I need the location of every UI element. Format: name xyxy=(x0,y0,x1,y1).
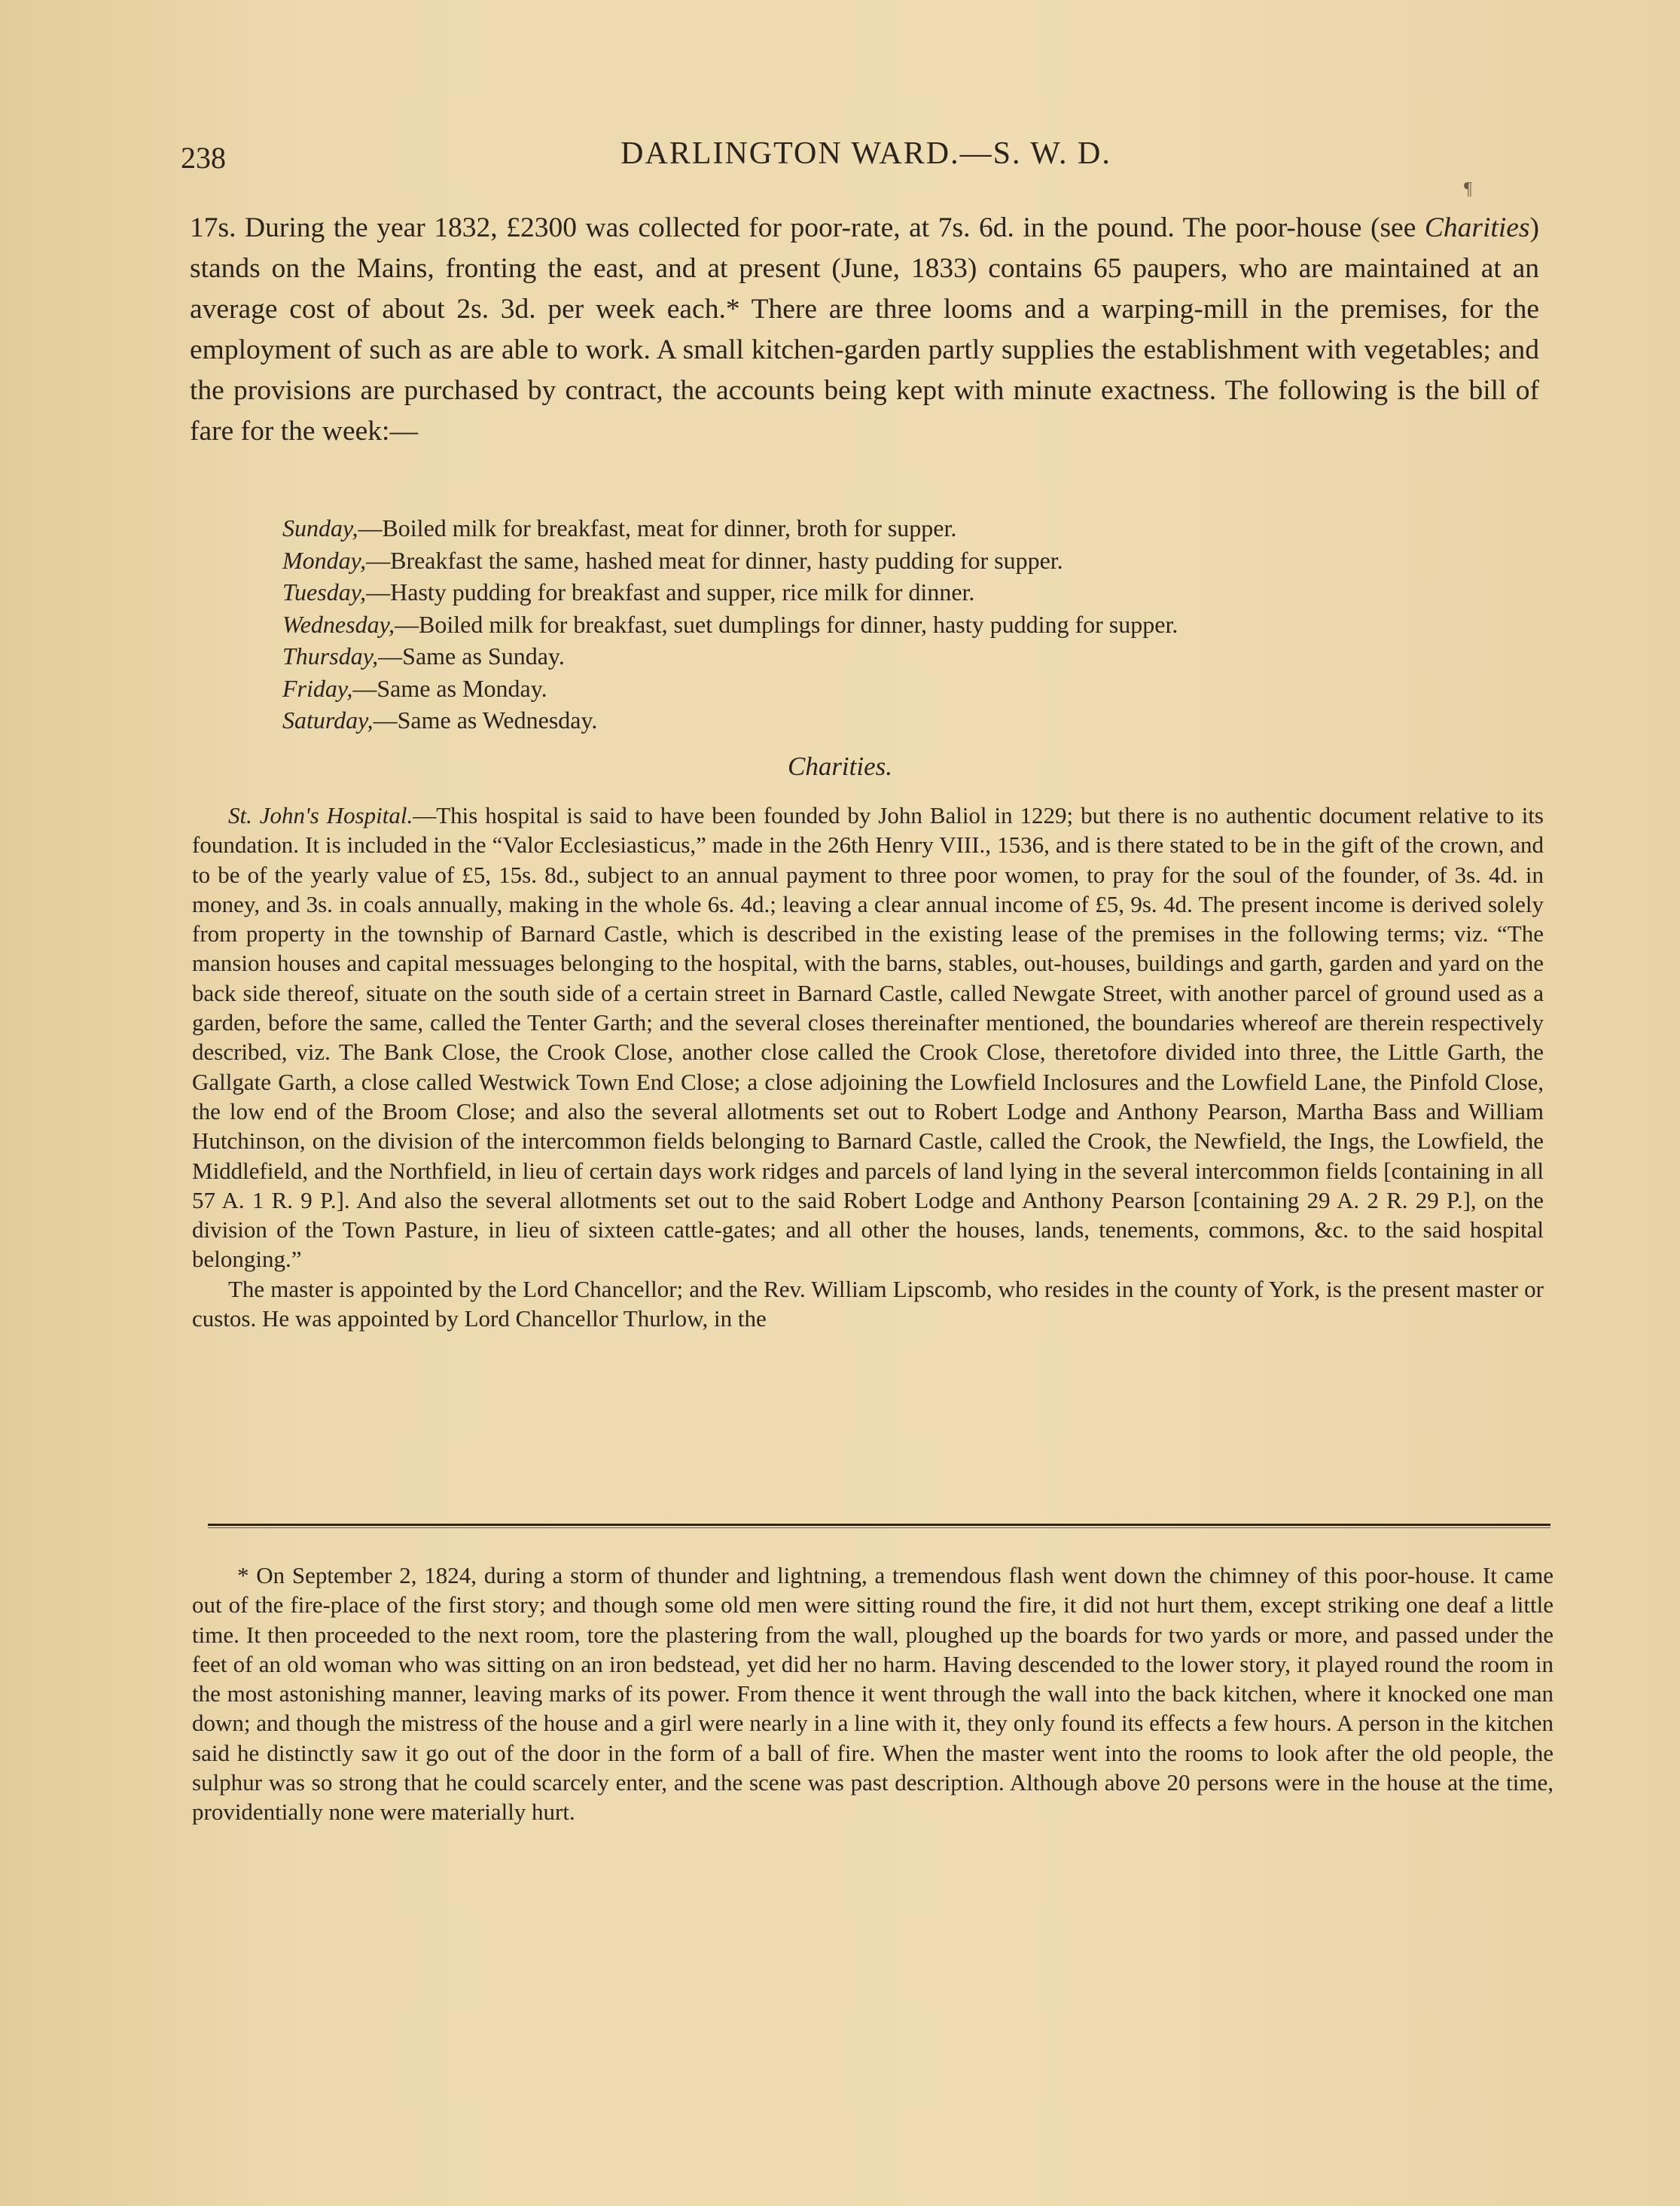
footnote-rule xyxy=(208,1524,1550,1526)
hospital-paragraph: St. John's Hospital.—This hospital is said to have been founded by John Baliol in 1229; but there is no authentic document relative to its foundation. It is included in the “Valor Ecclesiasticus,” made in the 26th Henry VIII., 1536, and is there stated to be in the gift of the crown, and to be of the yearly value of £5, 15s. 8d., subject to an annual payment to three poor women, to pray for the soul of the founder, of 3s. 4d. in money, and 3s. in coals annually, making in the whole 6s. 4d.; leaving a clear annual income of £5, 9s. 4d. The present income is derived solely from property in the township of Barnard Castle, which is described in the existing lease of the premises in the following terms; viz. “The mansion houses and capital messuages belonging to the hospital, with the barns, stables, out-houses, buildings and garth, garden and yard on the back side thereof, situate on the south side of a certain street in Barnard Castle, called Newgate Street, with another parcel of ground used as a garden, before the same, called the Tenter Garth; and the several closes thereinafter mentioned, the boundaries whereof are therein respectively described, viz. The Bank Close, the Crook Close, another close called the Crook Close, theretofore divided into three, the Little Garth, the Gallgate Garth, a close called Westwick Town End Close; a close adjoining the Lowfield Inclosures and the Lowfield Lane, the Pinfold Close, the low end of the Broom Close; and also the several allotments set out to Robert Lodge and Anthony Pearson, Martha Bass and William Hutchinson, on the division of the intercommon fields belonging to Barnard Castle, called the Crook, the Newfield, the Ings, the Lowfield, the Middlefield, and the Northfield, in lieu of certain days work ridges and parcels of land lying in the several intercommon fields [containing in all 57 A. 1 R. 9 P.]. And also the several allotments set out to the said Robert Lodge and Anthony Pearson [containing 29 A. 2 R. 29 P.], on the division of the Town Pasture, in lieu of sixteen cattle-gates; and all other the houses, lands, tenements, commons, &c. to the said hospital belonging.” xyxy=(192,802,1544,1273)
main-paragraph: 17s. During the year 1832, £2300 was collected for poor-rate, at 7s. 6d. in the pound. The poor-house (see Charities) stands on the Mains, fronting the east, and at present (June, 1833) contains 65 paupers, who are maintained at an average cost of about 2s. 3d. per week each.* There are three looms and a warping-mill in the premises, for the employment of such as are able to work. A small kitchen-garden partly supplies the establishment with vegetables; and the provisions are purchased by contract, the accounts being kept with minute exactness. The following is the bill of fare for the week:— xyxy=(190,212,1539,447)
section-heading-charities: Charities. xyxy=(787,752,893,781)
page-number: 238 xyxy=(181,141,226,175)
charities-text xyxy=(192,801,1544,1333)
bill-of-fare xyxy=(282,512,1487,737)
master-paragraph: The master is appointed by the Lord Chancellor; and the Rev. William Lipscomb, who resides in the county of York, is the present master or custos. He was appointed by Lord Chancellor Thurlow, in the xyxy=(192,1275,1544,1332)
menu-row-tuesday: Tuesday,—Hasty pudding for breakfast and supper, rice milk for dinner. xyxy=(282,578,975,606)
charities-reference: Charities xyxy=(1424,212,1530,243)
running-title: DARLINGTON WARD.—S. W. D. xyxy=(620,136,1111,171)
main-text xyxy=(190,208,1539,452)
menu-row-wednesday: Wednesday,—Boiled milk for breakfast, suet dumplings for dinner, hasty pudding for supper. xyxy=(282,610,1178,638)
footnote-rule-thin xyxy=(208,1527,1550,1528)
footnote xyxy=(192,1561,1553,1827)
stray-mark: ¶ xyxy=(1464,179,1472,199)
footnote-paragraph: * On September 2, 1824, during a storm of thunder and lightning, a tremendous flash went down the chimney of this poor-house. It came out of the fire-place of the first story; and though some old men were sitting round the fire, it did not hurt them, except striking one deaf a little time. It then proceeded to the next room, tore the plastering from the wall, ploughed up the boards for two yards or more, and passed under the feet of an old woman who was sitting on an iron bedstead, yet did her no harm. Having descended to the lower story, it played round the room in the most astonishing manner, leaving marks of its power. From thence it went through the wall into the back kitchen, where it knocked one man down; and though the mistress of the house and a girl were nearly in a line with it, they only found its effects a few hours. A person in the kitchen said he distinctly saw it go out of the door in the form of a ball of fire. When the master went into the rooms to look after the old people, the sulphur was so strong that he could scarcely enter, and the scene was past description. Although above 20 persons were in the house at the time, providentially none were materially hurt. xyxy=(192,1562,1553,1826)
menu-row-monday: Monday,—Breakfast the same, hashed meat for dinner, hasty pudding for supper. xyxy=(282,546,1063,574)
menu-row-sunday: Sunday,—Boiled milk for breakfast, meat for dinner, broth for supper. xyxy=(282,514,957,542)
menu-row-friday: Friday,—Same as Monday. xyxy=(282,674,547,702)
menu-row-saturday: Saturday,—Same as Wednesday. xyxy=(282,706,598,734)
page-header xyxy=(181,136,1551,181)
hospital-name: St. John's Hospital. xyxy=(228,802,413,828)
menu-row-thursday: Thursday,—Same as Sunday. xyxy=(282,642,565,670)
